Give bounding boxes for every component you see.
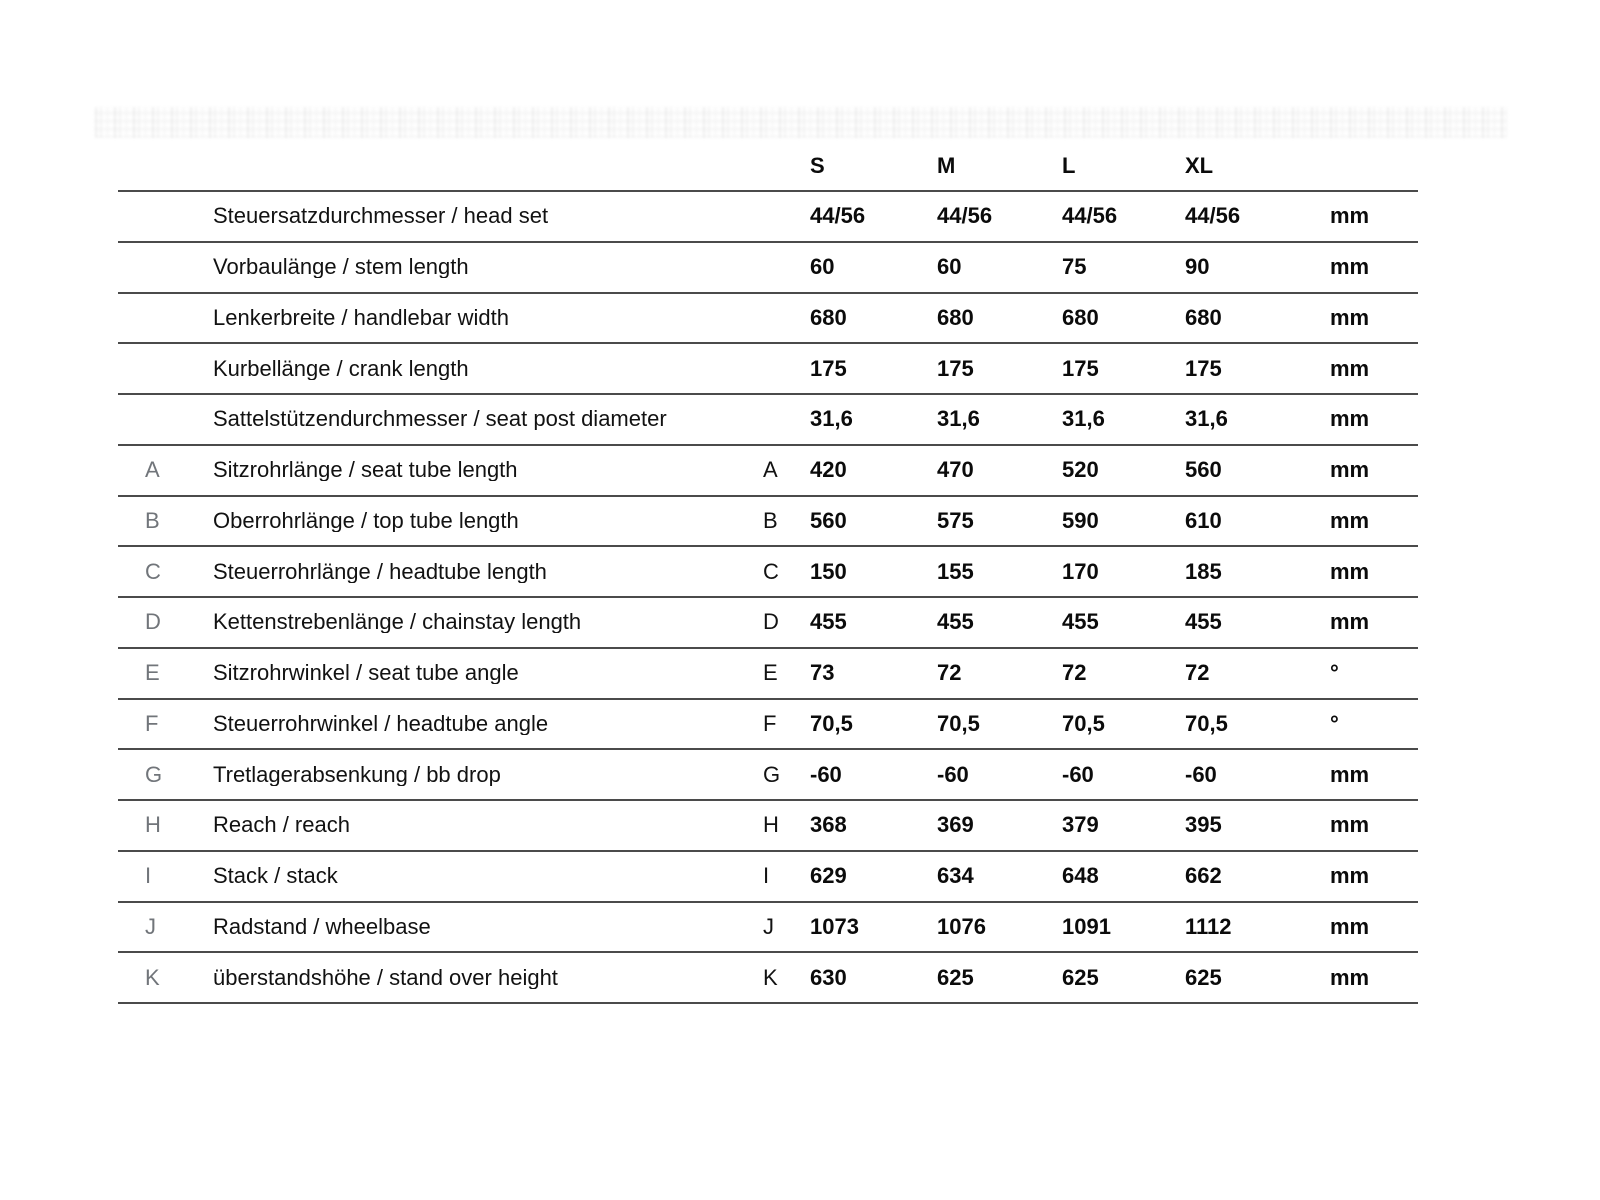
value-xl: 44/56 [1185,205,1241,228]
table-row-headtube-angle [118,698,1418,749]
row-letter-left: A [145,459,160,482]
row-label: Lenkerbreite / handlebar width [213,306,509,329]
table-row-headset [118,190,1418,241]
table-row-headtube-length [118,545,1418,596]
value-xl: 90 [1185,256,1210,279]
value-xl: 1112 [1185,915,1232,938]
row-label: Tretlagerabsenkung / bb drop [213,763,501,786]
value-s: 175 [810,357,847,380]
row-letter-inner: F [763,712,777,735]
row-letter-left: G [145,763,163,786]
size-header-xl: XL [1185,154,1214,177]
value-xl: 185 [1185,560,1222,583]
value-m: 72 [937,662,962,685]
value-m: 1076 [937,915,986,938]
row-letter-left: I [145,865,152,888]
row-letter-left: D [145,611,161,634]
value-xl: 625 [1185,966,1222,989]
value-unit: mm [1330,814,1370,837]
value-m: 369 [937,814,974,837]
table-row-chainstay-length [118,596,1418,647]
row-letter-inner: D [763,611,779,634]
value-unit: mm [1330,966,1370,989]
row-letter-left: H [145,814,161,837]
value-xl: 610 [1185,509,1222,532]
row-label: Radstand / wheelbase [213,915,431,938]
value-l: 379 [1062,814,1099,837]
value-unit: mm [1330,459,1370,482]
table-row-seatpost-diameter [118,393,1418,444]
value-m: 60 [937,256,962,279]
value-l: 455 [1062,611,1099,634]
value-xl: -60 [1185,763,1217,786]
row-letter-left: C [145,560,161,583]
value-s: 629 [810,865,847,888]
value-xl: 395 [1185,814,1222,837]
value-unit: mm [1330,205,1370,228]
geometry-table [118,141,1418,1004]
value-s: 60 [810,256,835,279]
value-unit: ° [1330,712,1339,735]
table-row-bb-drop [118,748,1418,799]
value-l: 520 [1062,459,1099,482]
table-row-stem-length [118,241,1418,292]
value-s: 31,6 [810,408,853,431]
row-label: Stack / stack [213,865,338,888]
value-m: -60 [937,763,969,786]
row-label: Kettenstrebenlänge / chainstay length [213,611,582,634]
value-s: 73 [810,662,835,685]
value-l: 625 [1062,966,1099,989]
value-xl: 72 [1185,662,1210,685]
blurred-text-band [95,107,1507,138]
row-letter-inner: E [763,662,778,685]
row-label: Steuerrohrwinkel / headtube angle [213,712,549,735]
table-row-crank-length [118,342,1418,393]
row-label: Steuerrohrlänge / headtube length [213,560,547,583]
value-l: 75 [1062,256,1087,279]
value-xl: 175 [1185,357,1222,380]
value-s: -60 [810,763,842,786]
value-m: 470 [937,459,974,482]
value-s: 630 [810,966,847,989]
value-unit: ° [1330,662,1339,685]
value-s: 368 [810,814,847,837]
row-letter-left: E [145,662,160,685]
value-m: 634 [937,865,974,888]
value-xl: 680 [1185,306,1222,329]
row-letter-inner: K [763,966,778,989]
row-letter-inner: H [763,814,779,837]
table-row-wheelbase [118,901,1418,952]
row-label: Vorbaulänge / stem length [213,256,469,279]
row-letter-left: B [145,509,160,532]
value-m: 70,5 [937,712,980,735]
value-m: 175 [937,357,974,380]
row-label: Sitzrohrwinkel / seat tube angle [213,662,519,685]
value-m: 31,6 [937,408,980,431]
value-unit: mm [1330,763,1370,786]
value-l: 70,5 [1062,712,1105,735]
value-unit: mm [1330,306,1370,329]
value-s: 560 [810,509,847,532]
value-m: 575 [937,509,974,532]
value-xl: 31,6 [1185,408,1228,431]
value-m: 44/56 [937,205,993,228]
table-row-reach [118,799,1418,850]
row-letter-inner: B [763,509,778,532]
table-row-handlebar-width [118,292,1418,343]
row-label: Reach / reach [213,814,350,837]
value-unit: mm [1330,357,1370,380]
value-l: 680 [1062,306,1099,329]
value-m: 625 [937,966,974,989]
value-s: 150 [810,560,847,583]
row-letter-inner: C [763,560,779,583]
row-letter-inner: A [763,459,778,482]
row-letter-inner: I [763,865,770,888]
value-l: 170 [1062,560,1099,583]
value-l: 72 [1062,662,1087,685]
value-s: 70,5 [810,712,853,735]
table-row-stack [118,850,1418,901]
table-row-standover-height [118,951,1418,1002]
value-xl: 662 [1185,865,1222,888]
value-xl: 560 [1185,459,1222,482]
value-l: 31,6 [1062,408,1105,431]
value-unit: mm [1330,256,1370,279]
table-row-top-tube-length [118,495,1418,546]
size-header-m: M [937,154,956,177]
size-header-l: L [1062,154,1076,177]
value-m: 455 [937,611,974,634]
row-letter-left: J [145,915,156,938]
row-letter-left: F [145,712,159,735]
value-s: 1073 [810,915,859,938]
row-label: Kurbellänge / crank length [213,357,469,380]
value-s: 455 [810,611,847,634]
table-row-seat-tube-angle [118,647,1418,698]
value-xl: 455 [1185,611,1222,634]
table-row-seat-tube-length [118,444,1418,495]
row-label: Oberrohrlänge / top tube length [213,509,519,532]
value-xl: 70,5 [1185,712,1228,735]
value-unit: mm [1330,408,1370,431]
row-label: Sitzrohrlänge / seat tube length [213,459,518,482]
value-m: 680 [937,306,974,329]
value-unit: mm [1330,915,1370,938]
row-label: Sattelstützendurchmesser / seat post diameter [213,408,667,431]
value-l: 590 [1062,509,1099,532]
row-letter-inner: G [763,763,781,786]
size-header-s: S [810,154,825,177]
value-l: 175 [1062,357,1099,380]
value-l: 44/56 [1062,205,1118,228]
value-s: 420 [810,459,847,482]
value-unit: mm [1330,865,1370,888]
value-unit: mm [1330,509,1370,532]
value-l: 648 [1062,865,1099,888]
value-l: 1091 [1062,915,1111,938]
value-unit: mm [1330,560,1370,583]
size-header-row [118,141,1418,190]
value-unit: mm [1330,611,1370,634]
row-letter-inner: J [763,915,774,938]
value-s: 680 [810,306,847,329]
value-m: 155 [937,560,974,583]
value-s: 44/56 [810,205,866,228]
row-label: Steuersatzdurchmesser / head set [213,205,549,228]
row-label: überstandshöhe / stand over height [213,966,558,989]
row-letter-left: K [145,966,160,989]
value-l: -60 [1062,763,1094,786]
